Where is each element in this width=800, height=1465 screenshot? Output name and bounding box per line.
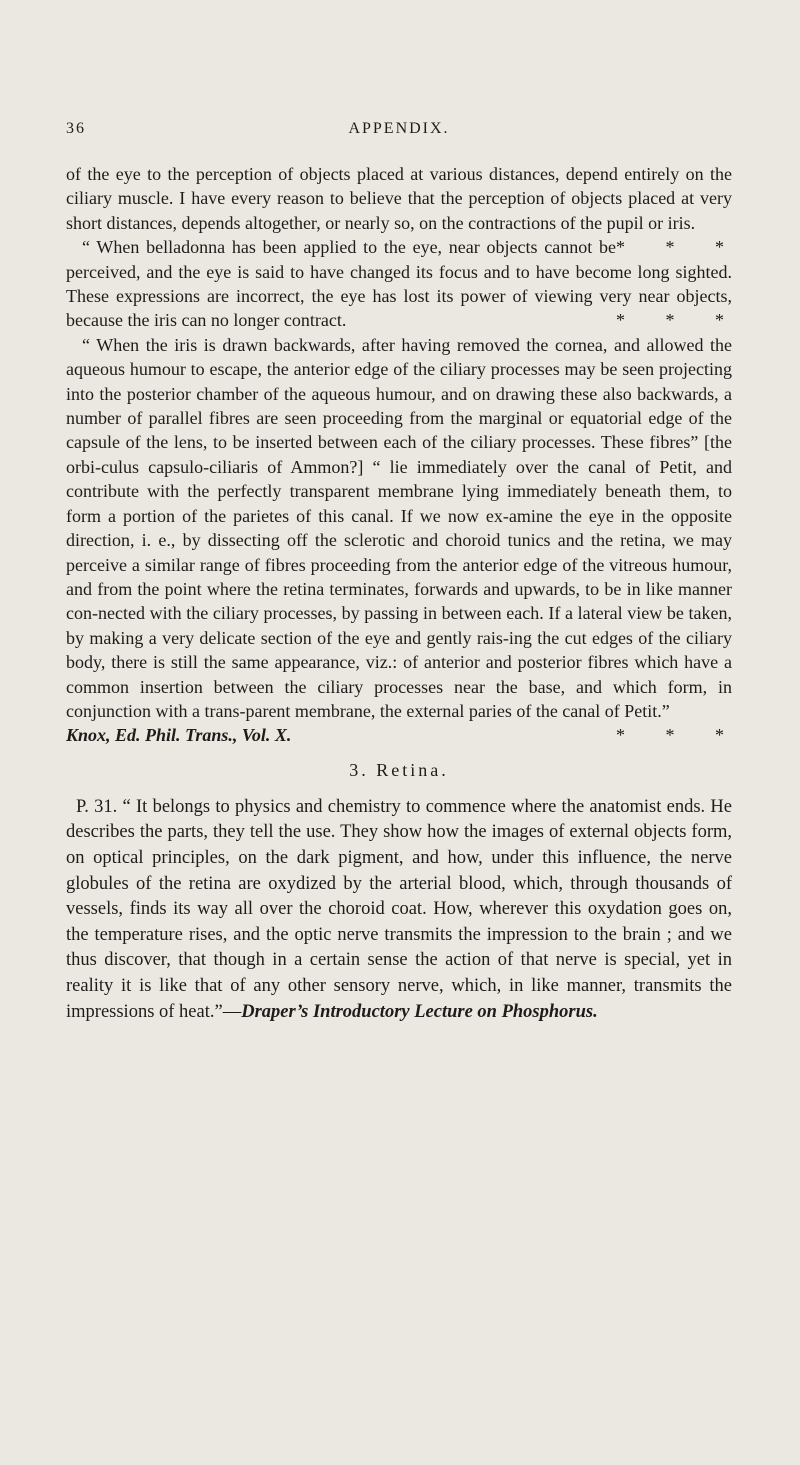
ellipsis-stars: * * * — [616, 237, 742, 258]
paragraph-2-text: “ When belladonna has been applied to the eye, near objects cannot be perceived, and the eye is said to have changed its focus and to have become long sighted. These expressions are incorrect, the eye has lost its power of viewing very near objects, because the iris can no longer contract. — [66, 237, 732, 331]
running-title: APPENDIX. — [348, 120, 450, 137]
ellipsis-stars: * * * — [616, 310, 742, 331]
paragraph-1-text: of the eye to the perception of objects placed at various distances, depend entirely on the ciliary muscle. I have every reason to believe that the perception of objects placed at very short distances, depends altogether, or nearly so, on the contractions of the pupil or iris. — [66, 164, 732, 233]
draper-quotation — [66, 795, 732, 1025]
paragraph-3-text: “ When the iris is drawn backwards, after having removed the cornea, and allowed the aqueous humour to escape, the anterior edge of the ciliary processes may be seen projecting into the posterior chamber of the aqueous humour, and on drawing these also backwards, a number of parallel fibres are seen proceeding from the marginal or equatorial edge of the capsule of the lens, to be inserted between each of the ciliary processes. These fibres” [the orbi-culus capsulo-ciliaris of Ammon?] “ lie immediately over the canal of Petit, and contribute with the perfectly transparent membrane lying immediately beneath them, to form a portion of the parietes of this canal. If we now ex-amine the eye in the opposite direction, i. e., by dissecting off the sclerotic and choroid tunics and the retina, we may perceive a similar range of fibres proceeding from the anterior edge of the vitreous humour, and from the point where the retina terminates, forwards and upwards, to be in like manner con-nected with the ciliary processes, by passing in between each. If a lateral view be taken, by making a very delicate section of the eye and gently rais-ing the cut edges of the ciliary body, there is still the same appearance, viz.: of anterior and posterior fibres which have a common insertion between the ciliary processes near the base, and which form, in conjunction with a trans-parent membrane, the external paries of the canal of Petit.” — [66, 334, 732, 721]
book-page — [0, 120, 800, 1465]
section-heading: 3. Retina. — [349, 759, 449, 780]
running-head — [66, 120, 732, 150]
paragraph-4-text: P. 31. “ It belongs to physics and chemistry to commence where the anatomist ends. He describes the parts, they tell the use. They show how the images of external objects form, on optical principles, on the dark pigment, and how, under this influence, the nerve globules of the retina are oxydized by the arterial blood, which, through thousands of vessels, finds its way all over the choroid coat. How, wherever this oxydation goes on, the temperature rises, and the optic nerve transmits the impression to the brain ; and we thus discover, that though in a certain sense the action of that nerve is special, yet in reality it is like that of any other sensory nerve, which, in like manner, transmits the impressions of heat.”— — [66, 796, 732, 1022]
citation-draper: Draper’s Introductory Lecture on Phosphorus. — [241, 1001, 598, 1022]
paragraph-4 — [66, 795, 732, 1025]
paragraph-3 — [66, 333, 742, 748]
body-text — [66, 162, 742, 748]
paragraph-1 — [66, 162, 742, 258]
ellipsis-stars: * * * — [616, 725, 742, 746]
page-number: 36 — [66, 120, 86, 137]
citation-knox: Knox, Ed. Phil. Trans., Vol. X. — [66, 725, 292, 746]
